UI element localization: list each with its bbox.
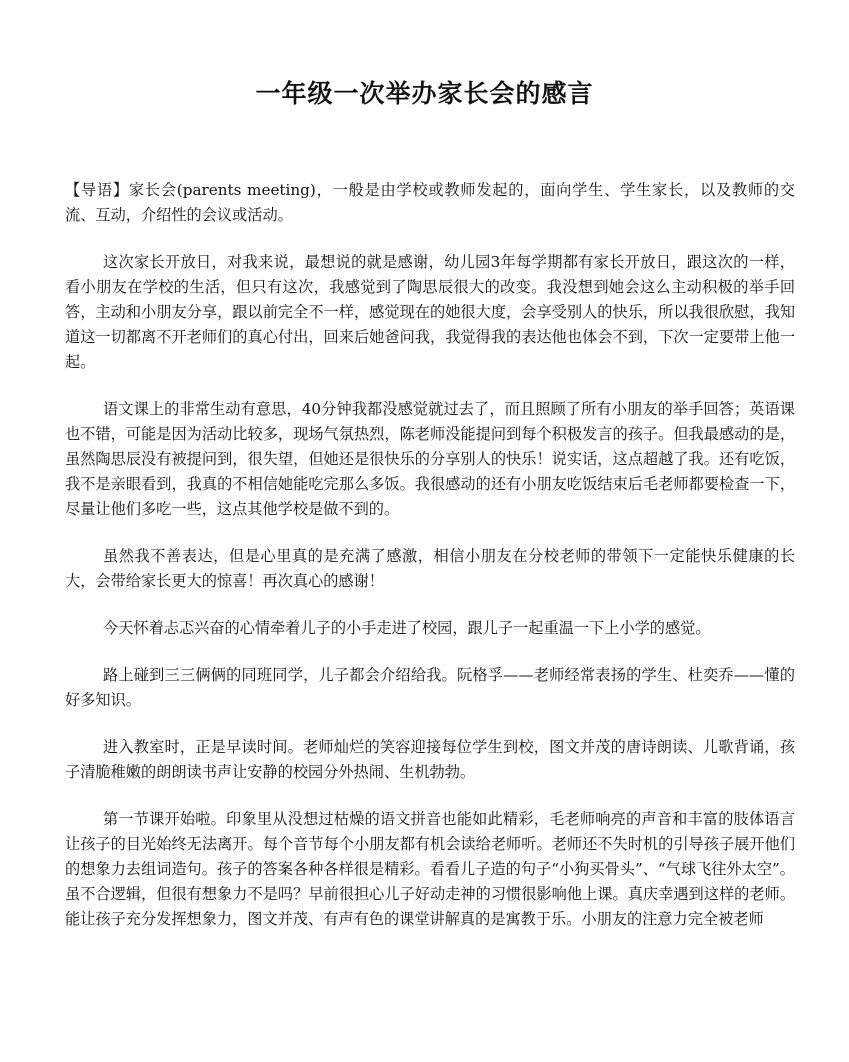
- document-title: 一年级一次举办家长会的感言: [255, 79, 594, 108]
- body-paragraph-4: 今天怀着忐忑兴奋的心情牵着儿子的小手走进了校园，跟儿子一起重温一下上小学的感觉。: [103, 619, 711, 637]
- body-paragraph-5: 路上碰到三三俩俩的同班同学，儿子都会介绍给我。阮格孚——老师经常表扬的学生、杜奕乔——懂的好多知识。: [65, 666, 795, 709]
- intro-text: 家长会(parents meeting)，一般是由学校或教师发起的，面向学生、学生家长，以及教师的交流、互动，介绍性的会议或活动。: [65, 181, 795, 224]
- body-paragraph-1: 这次家长开放日，对我来说，最想说的就是感谢，幼儿园3年每学期都有家长开放日，跟这次的一样，看小朋友在学校的生活，但只有这次，我感觉到了陶思辰很大的改变。我没想到她会这么主动积极的举手回答，主动和小朋友分享，跟以前完全不一样，感觉现在的她很大度，会享受别人的快乐，所以我很欣慰，我知道这一切都离不开老师们的真心付出，回来后她爸问我，我觉得我的表达他也体会不到，下次一定要带上他一起。: [65, 253, 795, 371]
- body-paragraph-6: 进入教室时，正是早读时间。老师灿烂的笑容迎接每位学生到校，图文并茂的唐诗朗读、儿歌背诵，孩子清脆稚嫩的朗朗读书声让安静的校园分外热闹、生机勃勃。: [65, 738, 795, 781]
- body-paragraph-7: 第一节课开始啦。印象里从没想过枯燥的语文拼音也能如此精彩，毛老师响亮的声音和丰富的肢体语言让孩子的目光始终无法离开。每个音节每个小朋友都有机会读给老师听。老师还不失时机的引导孩子展开他们的想象力去组词造句。孩子的答案各种各样很是精彩。看看儿子造的句子“小狗买骨头”、“气球飞往外太空”。虽不合逻辑，但很有想象力不是吗？早前很担心儿子好动走神的习惯很影响他上课。真庆幸遇到这样的老师。能让孩子充分发挥想象力，图文并茂、有声有色的课堂讲解真的是寓教于乐。小朋友的注意力完全被老师: [65, 810, 795, 928]
- body-paragraph-2: 语文课上的非常生动有意思，40分钟我都没感觉就过去了，而且照顾了所有小朋友的举手回答；英语课也不错，可能是因为活动比较多，现场气氛热烈，陈老师没能提问到每个积极发言的孩子。但我最感动的是，虽然陶思辰没有被提问到，很失望，但她还是很快乐的分享别人的快乐！说实话，这点超越了我。还有吃饭，我不是亲眼看到，我真的不相信她能吃完那么多饭。我很感动的还有小朋友吃饭结束后毛老师都要检查一下，尽量让他们多吃一些，这点其他学校是做不到的。: [65, 400, 795, 518]
- document-body: [65, 178, 795, 954]
- intro-tag: 【导语】: [65, 181, 129, 199]
- intro-paragraph: [65, 178, 795, 228]
- body-paragraph-3: 虽然我不善表达，但是心里真的是充满了感激，相信小朋友在分校老师的带领下一定能快乐健康的长大，会带给家长更大的惊喜！再次真心的感谢！: [65, 547, 795, 590]
